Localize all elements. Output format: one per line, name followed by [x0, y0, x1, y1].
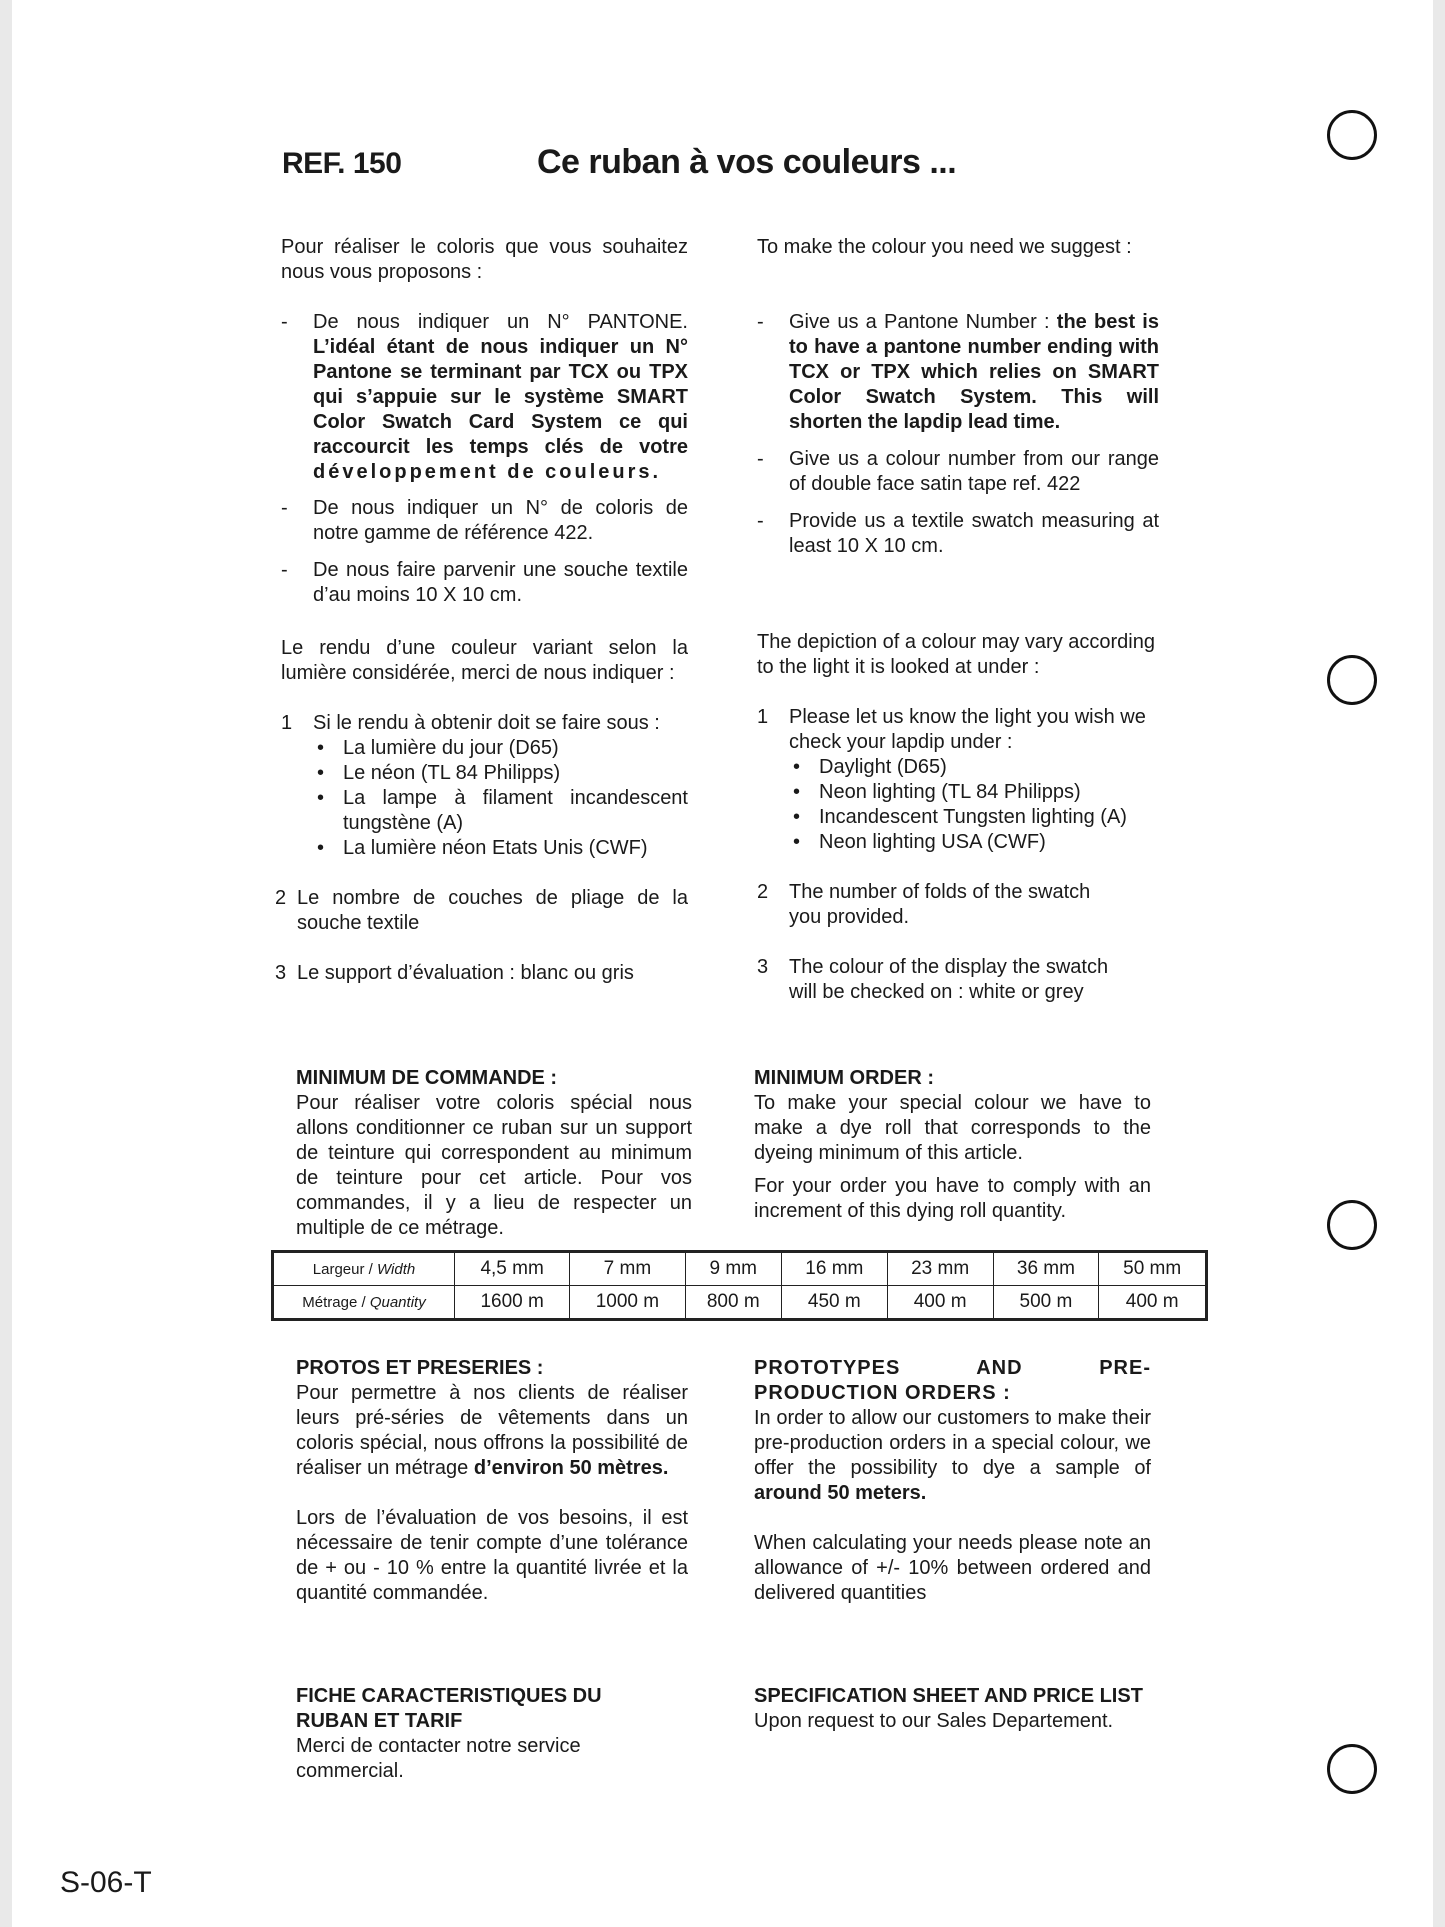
fr-protos-paragraph	[296, 1381, 688, 1481]
reference-number: REF. 150	[282, 147, 402, 180]
fr-light-item-text: La lampe à filament incandescent tungstène (A)	[343, 787, 688, 834]
quantity-cell: 500 m	[993, 1286, 1099, 1320]
en-light-intro: The depiction of a colour may vary according to the light it is looked at under :	[757, 631, 1155, 678]
bullet-marker: •	[317, 787, 325, 809]
bullet-marker: •	[317, 837, 325, 859]
number-1: 1	[757, 706, 769, 728]
en-option-1	[757, 310, 1159, 435]
en-light-item-text: Daylight (D65)	[819, 756, 947, 778]
bullet-marker: •	[793, 756, 801, 778]
number-3: 3	[275, 962, 287, 984]
fr-question-2	[275, 886, 688, 936]
fr-option-1	[281, 310, 688, 485]
fr-protos-section	[296, 1356, 688, 1606]
width-cell: 50 mm	[1099, 1252, 1207, 1286]
fr-fiche-text: Merci de contacter notre service commercial.	[296, 1735, 581, 1782]
en-question-2-text: The number of folds of the swatch you provided.	[789, 881, 1091, 928]
en-protos-title: PROTOTYPES AND PRE-PRODUCTION ORDERS :	[754, 1357, 1151, 1404]
fr-fiche-section	[296, 1684, 688, 1784]
en-option-1-bold: the best is to have a pantone number ending with TCX or TPX which relies on SMART Color Swatch System. This will shorten the lapdip lead time.	[789, 311, 1159, 433]
fr-option-1-bold: L’idéal étant de nous indiquer un N° Pantone se terminant par TCX ou TPX qui s’appuie sur le système SMART Color Swatch Card System ce qui raccourcit les temps clés de votre	[313, 336, 688, 458]
number-3: 3	[757, 956, 769, 978]
bullet-marker: •	[793, 806, 801, 828]
document-page	[12, 0, 1433, 1927]
fr-question-3	[275, 961, 688, 986]
fr-option-1-text: De nous indiquer un N° PANTONE.	[313, 311, 688, 333]
quantity-cell: 800 m	[685, 1286, 781, 1320]
en-light-item-text: Neon lighting (TL 84 Philipps)	[819, 781, 1081, 803]
fr-option-2-text: De nous indiquer un N° de coloris de notre gamme de référence 422.	[313, 497, 688, 544]
number-2: 2	[757, 881, 769, 903]
quantity-cell: 1600 m	[455, 1286, 570, 1320]
width-cell: 4,5 mm	[455, 1252, 570, 1286]
fr-light-section	[275, 636, 688, 986]
label-en: Width	[377, 1260, 416, 1278]
number-2: 2	[275, 887, 287, 909]
fr-light-item-text: La lumière du jour (D65)	[343, 737, 559, 759]
quantity-cell: 400 m	[887, 1286, 993, 1320]
fr-option-2	[281, 496, 688, 546]
label-fr: Largeur /	[312, 1260, 373, 1278]
dash-marker: -	[281, 497, 288, 519]
page-title: Ce ruban à vos couleurs ...	[537, 143, 957, 181]
quantity-row	[273, 1286, 1207, 1320]
en-light-item-3	[789, 805, 1159, 830]
binder-hole-2	[1327, 655, 1377, 705]
fr-options-column	[281, 235, 688, 608]
quantity-cell: 400 m	[1099, 1286, 1207, 1320]
en-protos-section	[754, 1356, 1151, 1606]
bullet-marker: •	[793, 831, 801, 853]
fr-minimum-title: MINIMUM DE COMMANDE :	[296, 1067, 558, 1089]
dash-marker: -	[281, 559, 288, 581]
binder-hole-1	[1327, 110, 1377, 160]
width-label	[273, 1252, 455, 1286]
en-light-item-4	[789, 830, 1159, 855]
en-light-item-2	[789, 780, 1159, 805]
fr-light-item-text: Le néon (TL 84 Philipps)	[343, 762, 561, 784]
dash-marker: -	[757, 311, 764, 333]
en-question-1	[757, 705, 1159, 855]
en-question-3	[757, 955, 1139, 1005]
en-question-1-text: Please let us know the light you wish we check your lapdip under :	[789, 706, 1146, 753]
width-cell: 23 mm	[887, 1252, 993, 1286]
dash-marker: -	[757, 510, 764, 532]
fr-question-3-text: Le support d’évaluation : blanc ou gris	[297, 962, 634, 984]
binder-hole-4	[1327, 1744, 1377, 1794]
fr-light-item-3	[313, 786, 688, 836]
width-cell: 9 mm	[685, 1252, 781, 1286]
bullet-marker: •	[317, 737, 325, 759]
en-light-item-text: Incandescent Tungsten lighting (A)	[819, 806, 1127, 828]
width-cell: 16 mm	[781, 1252, 887, 1286]
en-light-section	[757, 630, 1159, 1005]
en-tolerance: When calculating your needs please note an allowance of +/- 10% between ordered and delivered quantities	[754, 1532, 1151, 1604]
en-minimum-text-2: For your order you have to comply with an increment of this dying roll quantity.	[754, 1175, 1151, 1222]
en-spec-title: SPECIFICATION SHEET AND PRICE LIST	[754, 1685, 1143, 1707]
fr-option-3-text: De nous faire parvenir une souche textile d’au moins 10 X 10 cm.	[313, 559, 688, 606]
fr-light-item-text: La lumière néon Etats Unis (CWF)	[343, 837, 648, 859]
en-minimum-text: To make your special colour we have to make a dye roll that corresponds to the dyeing minimum of this article.	[754, 1092, 1151, 1164]
fr-option-3	[281, 558, 688, 608]
fr-protos-bold: d’environ 50 mètres.	[473, 1457, 669, 1479]
fr-light-item-1	[313, 736, 688, 761]
en-question-2	[757, 880, 1119, 930]
bullet-marker: •	[317, 762, 325, 784]
en-question-3-text: The colour of the display the swatch will be checked on : white or grey	[789, 956, 1109, 1003]
en-minimum-title: MINIMUM ORDER :	[754, 1067, 934, 1089]
fr-light-item-4	[313, 836, 688, 861]
fr-intro: Pour réaliser le coloris que vous souhaitez nous vous proposons :	[281, 236, 688, 283]
fr-question-1	[281, 711, 688, 861]
fr-light-intro: Le rendu d’une couleur variant selon la lumière considérée, merci de nous indiquer :	[281, 637, 688, 684]
en-option-1-text: Give us a Pantone Number :	[789, 311, 1050, 333]
en-option-2-text: Give us a colour number from our range of double face satin tape ref. 422	[789, 448, 1159, 495]
en-spec-section	[754, 1684, 1151, 1734]
en-light-item-text: Neon lighting USA (CWF)	[819, 831, 1046, 853]
label-en: Quantity	[369, 1293, 426, 1311]
en-protos-bold: around 50 meters.	[754, 1482, 927, 1504]
en-protos-text: In order to allow our customers to make their pre-production orders in a special colour, we offer the possibility to dye a sample of	[754, 1407, 1151, 1479]
en-protos-paragraph	[754, 1406, 1151, 1506]
en-option-3-text: Provide us a textile swatch measuring at least 10 X 10 cm.	[789, 510, 1159, 557]
fr-protos-text: Pour permettre à nos clients de réaliser leurs pré-séries de vêtements dans un coloris spécial, nous offrons la possibilité de réaliser un métrage	[296, 1382, 688, 1479]
fr-minimum-order	[296, 1066, 692, 1241]
bullet-marker: •	[793, 781, 801, 803]
width-cell: 36 mm	[993, 1252, 1099, 1286]
fr-tolerance: Lors de l’évaluation de vos besoins, il est nécessaire de tenir compte d’une tolérance de + ou - 10 % entre la quantité livrée et la quantité commandée.	[296, 1507, 688, 1604]
dash-marker: -	[281, 311, 288, 333]
page-code: S-06-T	[60, 1866, 152, 1899]
width-row	[273, 1252, 1207, 1286]
en-option-2	[757, 447, 1159, 497]
fr-question-2-text: Le nombre de couches de pliage de la souche textile	[297, 887, 688, 934]
quantity-cell: 1000 m	[570, 1286, 685, 1320]
fr-option-1-bold-end: développement de couleurs.	[313, 461, 662, 483]
binder-hole-3	[1327, 1200, 1377, 1250]
fr-light-item-2	[313, 761, 688, 786]
en-intro: To make the colour you need we suggest :	[757, 236, 1132, 258]
en-option-3	[757, 509, 1159, 559]
fr-fiche-title: FICHE CARACTERISTIQUES DU RUBAN ET TARIF	[296, 1685, 602, 1732]
en-spec-text: Upon request to our Sales Departement.	[754, 1710, 1114, 1732]
quantity-label	[273, 1286, 455, 1320]
fr-protos-title: PROTOS ET PRESERIES :	[296, 1357, 544, 1379]
en-minimum-order	[754, 1066, 1151, 1224]
en-options-column	[757, 235, 1159, 559]
width-cell: 7 mm	[570, 1252, 685, 1286]
quantity-cell: 450 m	[781, 1286, 887, 1320]
fr-question-1-text: Si le rendu à obtenir doit se faire sous :	[313, 712, 660, 734]
label-fr: Métrage /	[302, 1293, 366, 1311]
number-1: 1	[281, 712, 293, 734]
fr-minimum-text: Pour réaliser votre coloris spécial nous allons conditionner ce ruban sur un support de teinture qui correspondent au minimum de teinture pour cet article. Pour vos commandes, il y a lieu de respecter un multiple de ce métrage.	[296, 1092, 692, 1239]
width-quantity-table	[271, 1250, 1208, 1321]
en-light-item-1	[789, 755, 1159, 780]
dash-marker: -	[757, 448, 764, 470]
